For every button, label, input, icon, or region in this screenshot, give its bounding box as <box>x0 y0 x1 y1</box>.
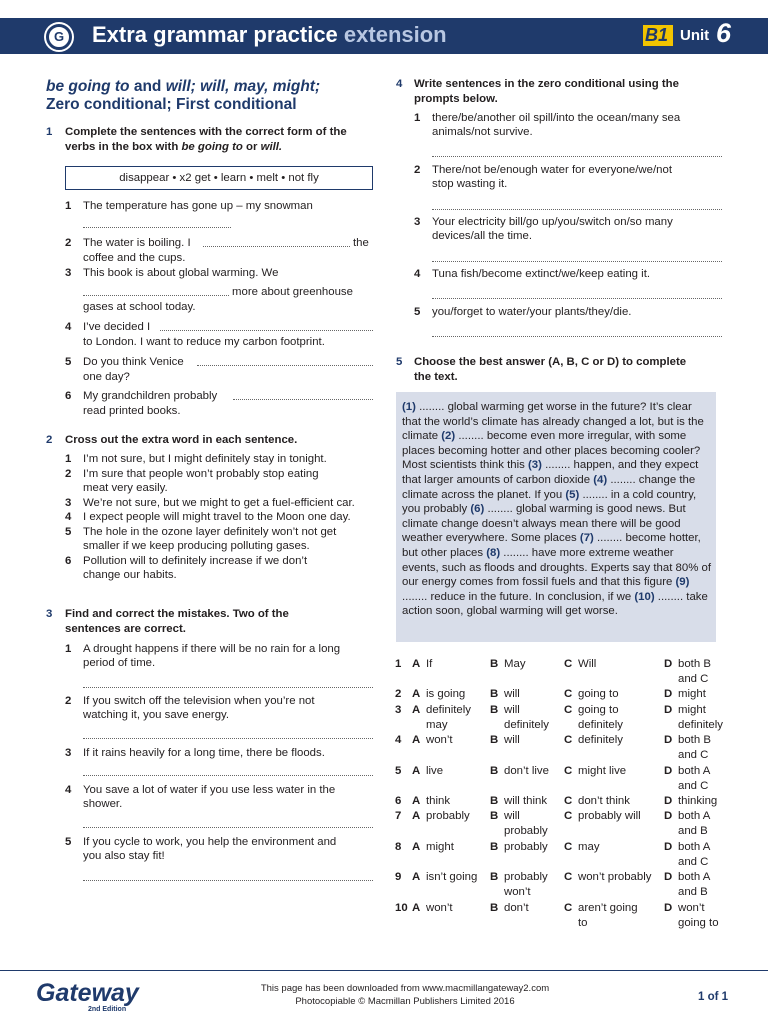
option-letter: C <box>564 734 573 746</box>
option-number: 5 <box>395 765 402 777</box>
exercise-instruction: Choose the best answer (A, B, C or D) to complete the text. <box>414 356 687 383</box>
option-letter: C <box>564 871 573 883</box>
option-letter: B <box>490 841 499 853</box>
list-item-text: smaller if we keep producing polluting gases. <box>83 540 310 552</box>
option-c[interactable] <box>564 794 660 809</box>
list-item: 1 there/be/another oil spill/into the ocean/many sea <box>414 112 681 124</box>
option-text: don’t think <box>578 795 630 807</box>
option-number: 9 <box>395 871 402 883</box>
option-b[interactable] <box>490 840 560 855</box>
option-a[interactable] <box>412 901 482 916</box>
option-text: live <box>426 765 444 777</box>
exercise-number: 2 <box>46 434 53 446</box>
option-text: and B <box>678 885 708 898</box>
list-item: 4 Tuna fish/become extinct/we/keep eating it. <box>414 268 651 280</box>
section-heading: be going to and will; will, may, might; Zero conditional; First conditional <box>46 78 321 113</box>
list-item: 2 There/not be/enough water for everyone/we/not <box>414 164 672 176</box>
list-item-text: watching it, you save energy. <box>83 709 230 721</box>
option-c[interactable] <box>564 733 660 748</box>
answer-line[interactable] <box>197 365 373 366</box>
list-item: 5 If you cycle to work, you help the environment and <box>65 836 337 848</box>
list-item-text: devices/all the time. <box>432 230 533 242</box>
option-number: 8 <box>395 841 402 853</box>
option-text: probably <box>504 824 548 837</box>
option-text: and C <box>678 855 709 868</box>
option-text: probably will <box>578 810 641 822</box>
option-text: won’t <box>426 902 453 914</box>
option-c[interactable] <box>564 870 660 885</box>
answer-line[interactable] <box>83 738 373 739</box>
option-letter: A <box>412 841 421 853</box>
option-number: 4 <box>395 734 402 746</box>
option-text: both A <box>678 841 711 853</box>
answer-line[interactable] <box>83 295 229 296</box>
list-item: 3 Your electricity bill/go up/you/switch on/so many <box>414 216 673 228</box>
option-text: and C <box>678 672 709 685</box>
answer-line[interactable] <box>160 330 373 331</box>
list-item: 4 I’ve decided I <box>65 321 151 333</box>
option-text: to <box>578 916 588 929</box>
answer-line[interactable] <box>432 209 722 210</box>
option-text: don’t live <box>504 765 549 777</box>
option-c[interactable] <box>564 809 660 824</box>
option-letter: A <box>412 734 421 746</box>
option-letter: C <box>564 902 573 914</box>
exercise-2-list <box>65 452 385 583</box>
option-text: might live <box>578 765 627 777</box>
answer-line[interactable] <box>432 261 722 262</box>
option-letter: D <box>664 810 673 822</box>
option-b[interactable] <box>490 794 560 809</box>
answer-line[interactable] <box>83 775 373 776</box>
option-text: May <box>504 658 526 670</box>
option-a[interactable] <box>412 870 482 885</box>
option-c[interactable] <box>564 687 660 702</box>
option-d[interactable] <box>664 840 734 869</box>
option-number: 7 <box>395 810 402 822</box>
option-text: won’t <box>504 885 531 898</box>
option-letter: B <box>490 902 499 914</box>
option-text: definitely <box>578 734 623 746</box>
option-c[interactable] <box>564 901 660 930</box>
list-item: 2 I’m sure that people won’t probably stop eating <box>65 467 319 480</box>
option-b[interactable] <box>490 809 560 838</box>
option-letter: D <box>664 688 673 700</box>
option-text: may <box>578 841 600 853</box>
footer-text: This page has been downloaded from www.macmillangateway2.com Photocopiable © Macmillan Publishers Limited 2016 <box>260 983 550 1007</box>
option-text: might <box>678 688 706 700</box>
option-letter: B <box>490 688 499 700</box>
list-item-text: the <box>353 237 369 249</box>
level-label: B1 <box>645 25 669 45</box>
option-letter: D <box>664 902 673 914</box>
option-b[interactable] <box>490 870 560 899</box>
option-letter: B <box>490 810 499 822</box>
option-text: probably <box>504 841 548 853</box>
option-text: definitely <box>504 718 549 731</box>
option-text: will <box>504 734 520 746</box>
option-a[interactable] <box>412 794 482 809</box>
option-letter: D <box>664 704 673 716</box>
list-item-text: coffee and the cups. <box>83 252 186 264</box>
footer-divider <box>0 970 768 971</box>
option-text: aren’t going <box>578 902 638 914</box>
list-item-text: stop wasting it. <box>432 178 508 190</box>
option-c[interactable] <box>564 840 660 855</box>
option-c[interactable] <box>564 764 660 779</box>
answer-line[interactable] <box>432 298 722 299</box>
option-text: and B <box>678 824 708 837</box>
option-text: will <box>504 704 520 716</box>
list-item: 1 A drought happens if there will be no rain for a long <box>65 643 341 655</box>
page-title: Extra grammar practice extension <box>92 22 447 47</box>
option-d[interactable] <box>664 764 734 793</box>
list-item: 5 The hole in the ozone layer definitely won’t not get <box>65 525 337 538</box>
answer-line[interactable] <box>233 399 373 400</box>
option-text: won’t <box>426 734 453 746</box>
option-number: 1 <box>395 658 402 670</box>
answer-line[interactable] <box>203 246 350 247</box>
option-text: will <box>504 810 520 822</box>
list-item-text: shower. <box>83 798 123 810</box>
option-d[interactable] <box>664 901 734 930</box>
option-letter: B <box>490 795 499 807</box>
reading-text-box <box>396 392 716 642</box>
option-text: don’t <box>504 902 529 914</box>
option-text: If <box>426 658 433 670</box>
option-text: going to <box>678 916 719 929</box>
list-item: 5 you/forget to water/your plants/they/die. <box>414 306 632 318</box>
gateway-logo: Gateway <box>36 979 139 1007</box>
reading-text: (1) ........ global warming get worse in the future? It’s clear that the world’s climate has already changed a lot, but is the climate (2) ........ become even more irregular, with some places becoming hotter and other places becoming cooler? Most scientists think this (3) ........ happen, and they expect that larger amounts of carbon dioxide (4) ........ change the climate across the planet. If you (5) ........ in a cold country, you probably (6) ........ global warming is good news. But climate change doesn’t always mean there will be good weather everywhere. Some places (7) ........ become hotter, but other places (8) ........ have more extreme weather events, such as floods and droughts. Experts say that 80% of our energy comes from fossil fuels and that this figure (9) ........ reduce in the future. In conclusion, if we (10) ........ take action soon, global warming will get worse. <box>402 401 711 618</box>
unit-number: 6 <box>716 18 732 48</box>
option-b[interactable] <box>490 687 560 702</box>
option-text: definitely <box>678 718 723 731</box>
option-letter: C <box>564 841 573 853</box>
option-a[interactable] <box>412 764 482 779</box>
option-letter: D <box>664 871 673 883</box>
option-letter: A <box>412 704 421 716</box>
option-text: probably <box>504 871 548 883</box>
option-text: going to <box>578 688 619 700</box>
option-c[interactable] <box>564 657 660 672</box>
list-item: 6 Pollution will to definitely increase if we don’t <box>65 554 308 567</box>
option-letter: C <box>564 688 573 700</box>
option-letter: B <box>490 658 499 670</box>
list-item-text: gases at school today. <box>83 301 196 313</box>
option-a[interactable] <box>412 809 482 824</box>
option-letter: A <box>412 871 421 883</box>
option-text: both A <box>678 871 711 883</box>
option-text: definitely <box>426 704 471 716</box>
list-item: 3 If it rains heavily for a long time, there be floods. <box>65 747 325 759</box>
option-text: both B <box>678 658 711 670</box>
option-letter: A <box>412 688 421 700</box>
answer-line[interactable] <box>83 227 231 228</box>
list-item: 2 The water is boiling. I <box>65 237 191 249</box>
edition-label: 2nd Edition <box>88 1006 127 1013</box>
option-c[interactable] <box>564 703 660 732</box>
option-text: think <box>426 795 451 807</box>
option-text: will think <box>504 795 548 807</box>
exercise-number: 5 <box>396 356 403 368</box>
option-text: isn’t going <box>426 871 478 883</box>
list-item-text: animals/not survive. <box>432 126 533 138</box>
exercise-instruction: Cross out the extra word in each sentence. <box>65 434 298 446</box>
option-letter: B <box>490 765 499 777</box>
list-item: 2 If you switch off the television when you’re not <box>65 695 315 707</box>
option-letter: C <box>564 658 573 670</box>
option-b[interactable] <box>490 733 560 748</box>
option-d[interactable] <box>664 794 734 809</box>
list-item-text: more about greenhouse <box>232 286 353 298</box>
option-text: Will <box>578 658 597 670</box>
option-a[interactable] <box>412 657 482 672</box>
option-number: 3 <box>395 704 402 716</box>
option-letter: B <box>490 734 499 746</box>
option-letter: D <box>664 765 673 777</box>
option-text: thinking <box>678 795 718 807</box>
exercise-number: 3 <box>46 608 53 620</box>
answer-line[interactable] <box>83 880 373 881</box>
option-text: will <box>504 688 520 700</box>
list-item-text: to London. I want to reduce my carbon footprint. <box>83 336 325 348</box>
option-letter: D <box>664 658 673 670</box>
option-text: both B <box>678 734 711 746</box>
option-letter: D <box>664 795 673 807</box>
option-letter: C <box>564 765 573 777</box>
option-text: probably <box>426 810 470 822</box>
option-d[interactable] <box>664 733 734 762</box>
option-letter: A <box>412 658 421 670</box>
list-item: 3 We’re not sure, but we might to get a fuel-efficient car. <box>65 496 355 509</box>
exercise-number: 1 <box>46 126 53 138</box>
list-item: 6 My grandchildren probably <box>65 390 218 402</box>
list-item: 4 You save a lot of water if you use less water in the <box>65 784 336 796</box>
option-letter: B <box>490 704 499 716</box>
option-b[interactable] <box>490 657 560 672</box>
option-d[interactable] <box>664 703 734 732</box>
option-letter: A <box>412 810 421 822</box>
option-a[interactable] <box>412 687 482 702</box>
option-letter: C <box>564 810 573 822</box>
option-text: and C <box>678 748 709 761</box>
gear-icon: G <box>46 24 72 50</box>
answer-line[interactable] <box>83 827 373 828</box>
option-text: might <box>426 841 454 853</box>
answer-line[interactable] <box>432 156 722 157</box>
word-box: disappear • x2 get • learn • melt • not fly <box>65 166 373 190</box>
list-item: 1 I’m not sure, but I might definitely stay in tonight. <box>65 453 327 465</box>
option-letter: A <box>412 902 421 914</box>
option-d[interactable] <box>664 687 734 702</box>
option-letter: D <box>664 841 673 853</box>
list-item-text: read printed books. <box>83 405 181 417</box>
option-b[interactable] <box>490 703 560 732</box>
option-text: won’t <box>678 902 705 914</box>
option-a[interactable] <box>412 840 482 855</box>
option-letter: D <box>664 734 673 746</box>
exercise-instruction: Write sentences in the zero conditional using the prompts below. <box>414 78 679 105</box>
option-letter: A <box>412 795 421 807</box>
option-d[interactable] <box>664 657 734 686</box>
option-a[interactable] <box>412 703 482 732</box>
option-letter: A <box>412 765 421 777</box>
list-item-text: change our habits. <box>83 569 177 581</box>
list-item-text: you also stay fit! <box>83 850 165 862</box>
option-text: might <box>678 704 706 716</box>
option-text: and C <box>678 779 709 792</box>
list-item: 3 This book is about global warming. We <box>65 267 279 279</box>
option-number: 10 <box>395 902 408 914</box>
option-number: 2 <box>395 688 402 700</box>
option-text: is going <box>426 688 466 700</box>
option-a[interactable] <box>412 733 482 748</box>
option-number: 6 <box>395 795 402 807</box>
option-b[interactable] <box>490 901 560 916</box>
answer-line[interactable] <box>83 687 373 688</box>
option-letter: C <box>564 704 573 716</box>
list-item-text: period of time. <box>83 657 156 669</box>
option-text: definitely <box>578 718 623 731</box>
page-number: 1 of 1 <box>698 991 729 1003</box>
option-d[interactable] <box>664 809 734 838</box>
option-letter: B <box>490 871 499 883</box>
option-text: both A <box>678 765 711 777</box>
option-b[interactable] <box>490 764 560 779</box>
exercise-instruction: Complete the sentences with the correct form of the verbs in the box with be going to or will. <box>65 126 347 153</box>
unit-label: Unit <box>680 27 710 44</box>
answer-line[interactable] <box>432 336 722 337</box>
list-item-text: one day? <box>83 371 130 383</box>
title-extension: extension <box>343 22 447 47</box>
option-text: may <box>426 718 448 731</box>
exercise-number: 4 <box>396 78 403 90</box>
list-item: 4 I expect people will might travel to the Moon one day. <box>65 511 351 523</box>
list-item: 1 The temperature has gone up – my snowman <box>65 200 313 212</box>
list-item-text: meat very easily. <box>83 482 168 494</box>
option-d[interactable] <box>664 870 734 899</box>
option-text: both A <box>678 810 711 822</box>
option-letter: C <box>564 795 573 807</box>
list-item: 5 Do you think Venice <box>65 356 184 368</box>
exercise-instruction: Find and correct the mistakes. Two of the sentences are correct. <box>65 608 289 635</box>
option-text: won’t probably <box>578 871 652 883</box>
option-text: going to <box>578 704 619 716</box>
